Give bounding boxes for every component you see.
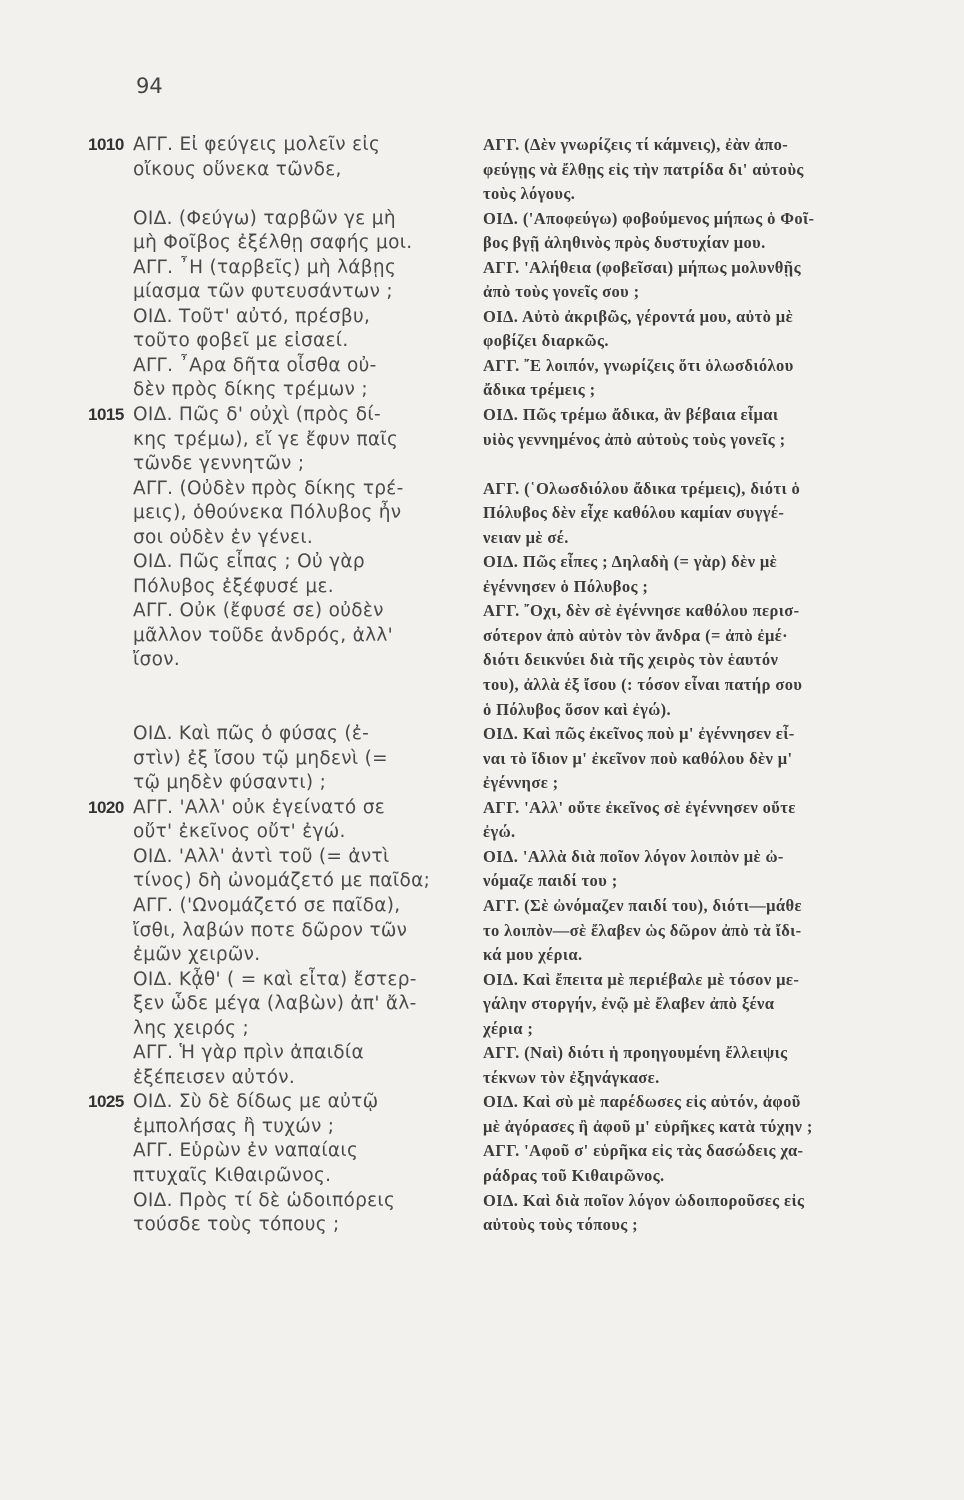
translation-text-line: ΟΙΔ. Καὶ σὺ μὲ παρέδωσες εἰς αὐτόν, ἀφοῦ: [483, 1092, 801, 1112]
line-number: 1010: [88, 135, 124, 154]
original-text-line: μεις), ὁθούνεκα Πόλυβος ἦν: [133, 502, 402, 524]
text-row: [0, 158, 964, 183]
text-row: [0, 624, 964, 649]
text-row: [0, 894, 964, 919]
translation-text-line: υἱὸς γεννημένος ἀπὸ αὐτοὺς τοὺς γονεῖς ;: [483, 429, 786, 449]
translation-text-line: ΑΓΓ. (Ναὶ) διότι ἡ προηγουμένη ἔλλειψις: [483, 1043, 788, 1063]
original-text-line: ἴσθι, λαβών ποτε δῶρον τῶν: [133, 919, 408, 941]
text-row: [0, 820, 964, 845]
translation-text-line: αὐτοὺς τοὺς τόπους ;: [483, 1215, 639, 1235]
text-row: [0, 1164, 964, 1189]
text-row: [0, 1189, 964, 1214]
text-row: [0, 599, 964, 624]
translation-text-line: ΟΙΔ. 'Αλλὰ διὰ ποῖον λόγον λοιπὸν μὲ ὠ-: [483, 846, 784, 866]
text-row: [0, 280, 964, 305]
text-row: [0, 428, 964, 453]
original-text-line: ΑΓΓ. Οὐκ (ἔφυσέ σε) οὐδὲν: [133, 600, 384, 622]
text-row: [0, 526, 964, 551]
translation-text-line: τοὺς λόγους.: [483, 184, 576, 204]
original-text-line: ξεν ὧδε μέγα (λαβὼν) ἀπ' ἄλ-: [133, 993, 417, 1015]
text-row: [0, 747, 964, 772]
line-number: 1020: [88, 797, 124, 817]
original-text-line: ΑΓΓ. Ἡ γὰρ πρὶν ἀπαιδία: [133, 1042, 364, 1064]
text-row: [0, 968, 964, 993]
translation-text-line: ΟΙΔ. Καὶ πῶς ἐκεῖνος ποὺ μ' ἐγέννησεν εἶ-: [483, 724, 795, 744]
translation-text-line: ἀπὸ τοὺς γονεῖς σου ;: [483, 282, 640, 302]
original-text-line: ΟΙΔ. 'Αλλ' ἀντὶ τοῦ (= ἀντὶ: [133, 845, 390, 867]
original-text-line: ΟΙΔ. Πῶς εἶπας ; Οὐ γὰρ: [133, 551, 365, 573]
text-row: [0, 771, 964, 796]
text-row: [0, 207, 964, 232]
translation-text-line: κά μου χέρια.: [483, 945, 583, 965]
text-row: [0, 992, 964, 1017]
translation-text-line: φοβίζει διαρκῶς.: [483, 331, 609, 351]
line-number: 1025: [88, 1092, 124, 1112]
line-number: 1015: [88, 405, 124, 425]
original-text-line: ΟΙΔ. Σὺ δὲ δίδως με αὐτῷ: [133, 1091, 379, 1113]
original-text-line: ΑΓΓ. ('Ωνομάζετό σε παῖδα),: [133, 894, 401, 916]
page-number: 94: [136, 74, 163, 98]
original-text-line: μίασμα τῶν φυτευσάντων ;: [133, 281, 393, 303]
original-text-line: σοι οὐδὲν ἐν γένει.: [133, 526, 314, 548]
text-row: [0, 1139, 964, 1164]
original-text-line: τῷ μηδὲν φύσαντι) ;: [133, 772, 327, 794]
text-row: [0, 477, 964, 502]
translation-text-line: Πόλυβος δὲν εἶχε καθόλου καμίαν συγγέ-: [483, 503, 785, 523]
text-row: [0, 329, 964, 354]
text-row: [0, 305, 964, 330]
text-row: [0, 550, 964, 575]
translation-text-line: ΑΓΓ. (Δὲν γνωρίζεις τί κάμνεις), ἐὰν ἀπο-: [483, 135, 789, 154]
translation-text-line: ΟΙΔ. Καὶ διὰ ποῖον λόγον ὡδοιποροῦσες εἰς: [483, 1190, 805, 1210]
text-row: [0, 452, 964, 477]
text-row: [0, 575, 964, 600]
text-row: [0, 1213, 964, 1238]
original-text-line: ἐμπολήσας ἢ τυχών ;: [133, 1115, 335, 1137]
original-text-line: ἴσον.: [133, 649, 181, 671]
text-row: [0, 133, 964, 158]
translation-text-line: ὁ Πόλυβος ὅσον καὶ ἐγώ).: [483, 699, 672, 719]
original-text-line: ΑΓΓ. ῏Αρα δῆτα οἶσθα οὐ-: [133, 354, 377, 376]
text-row: [0, 673, 964, 698]
original-text-line: κης τρέμω), εἴ γε ἔφυν παῖς: [133, 428, 399, 450]
translation-text-line: ΟΙΔ. Πῶς εἶπες ; Δηλαδὴ (= γὰρ) δὲν μὲ: [483, 552, 778, 572]
text-row: [0, 1066, 964, 1091]
translation-text-line: τέκνων τὸν ἐξηνάγκασε.: [483, 1067, 660, 1087]
translation-text-line: ΑΓΓ. 'Αλλ' οὔτε ἐκεῖνος σὲ ἐγέννησεν οὔτε: [483, 797, 796, 817]
original-text-line: ΑΓΓ. Εὑρὼν ἐν ναπαίαις: [133, 1140, 359, 1162]
original-text-line: ΟΙΔ. Τοῦτ' αὐτό, πρέσβυ,: [133, 305, 371, 327]
translation-text-line: το λοιπὸν—σὲ ἔλαβεν ὡς δῶρον ἀπὸ τὰ ἴδι-: [483, 920, 802, 940]
original-text-line: πτυχαῖς Κιθαιρῶνος.: [133, 1164, 332, 1186]
translation-text-line: ΑΓΓ. 'Αφοῦ σ' εὑρῆκα εἰς τὰς δασώδεις χα-: [483, 1141, 804, 1161]
original-text-line: ΑΓΓ. Εἰ φεύγεις μολεῖν εἰς: [133, 134, 381, 155]
original-text-line: ΑΓΓ. (Οὐδὲν πρὸς δίκης τρέ-: [133, 477, 404, 499]
translation-text-line: διότι δεικνύει διὰ τῆς χειρὸς τὸν ἑαυτόν: [483, 650, 779, 670]
translation-text-line: ἐγώ.: [483, 822, 516, 842]
original-text-line: ΟΙΔ. Καὶ πῶς ὁ φύσας (ἐ-: [133, 723, 370, 745]
text-row: [0, 182, 964, 207]
text-row: [0, 1017, 964, 1042]
text-row: [0, 501, 964, 526]
translation-text-line: ΟΙΔ. Πῶς τρέμω ἄδικα, ἂν βέβαια εἶμαι: [483, 405, 779, 425]
original-text-line: ἐμῶν χειρῶν.: [133, 944, 261, 966]
original-text-line: ΑΓΓ. 'Αλλ' οὐκ ἐγείνατό σε: [133, 796, 386, 818]
original-text-line: ΟΙΔ. Πρὸς τί δὲ ὡδοιπόρεις: [133, 1189, 396, 1211]
original-text-line: ΟΙΔ. Κᾆθ' ( = καὶ εἶτα) ἔστερ-: [133, 968, 417, 990]
translation-text-line: ΑΓΓ. (῾Ολωσδιόλου ἄδικα τρέμεις), διότι ὁ: [483, 478, 801, 498]
original-text-line: τῶνδε γεννητῶν ;: [133, 453, 305, 475]
text-row: [0, 845, 964, 870]
text-body: [0, 133, 964, 1238]
text-row: [0, 698, 964, 723]
translation-text-line: νειαν μὲ σέ.: [483, 527, 569, 547]
original-text-line: λης χειρός ;: [133, 1017, 249, 1039]
translation-text-line: ράδρας τοῦ Κιθαιρῶνος.: [483, 1165, 665, 1185]
translation-text-line: γάλην στοργήν, ἐνῷ μὲ ἔλαβεν ἀπὸ ξένα: [483, 994, 775, 1014]
original-text-line: μᾶλλον τοῦδε ἀνδρός, ἀλλ': [133, 624, 393, 646]
translation-text-line: ΟΙΔ. Αὐτὸ ἀκριβῶς, γέροντά μου, αὐτὸ μὲ: [483, 306, 794, 326]
original-text-line: στὶν) ἐξ ἴσου τῷ μηδενὶ (=: [133, 747, 388, 769]
translation-text-line: ΑΓΓ. ῎Ε λοιπόν, γνωρίζεις ὅτι ὁλωσδιόλου: [483, 355, 794, 375]
text-row: [0, 403, 964, 428]
translation-text-line: ΟΙΔ. ('Αποφεύγω) φοβούμενος μήπως ὁ Φοῖ-: [483, 208, 815, 228]
original-text-line: Πόλυβος ἐξέφυσέ με.: [133, 575, 334, 597]
translation-text-line: βος βγῇ ἀληθινὸς πρὸς δυστυχίαν μου.: [483, 233, 766, 253]
original-text-line: οὔτ' ἐκεῖνος οὔτ' ἐγώ.: [133, 821, 346, 843]
translation-text-line: φεύγῃς νὰ ἔλθῃς εἰς τὴν πατρίδα δι' αὐτοὺς: [483, 159, 804, 179]
original-text-line: ΟΙΔ. (Φεύγω) ταρβῶν γε μὴ: [133, 207, 396, 229]
translation-text-line: σότερον ἀπὸ αὐτὸν τὸν ἄνδρα (= ἀπὸ ἐμέ·: [483, 625, 789, 645]
translation-text-line: του), ἀλλὰ ἐξ ἴσου (: τόσον εἶναι πατήρ σου: [483, 675, 803, 695]
text-row: [0, 648, 964, 673]
translation-text-line: ΑΓΓ. ῎Οχι, δὲν σὲ ἐγέννησε καθόλου περισ-: [483, 601, 800, 621]
original-text-line: ΟΙΔ. Πῶς δ' οὐχὶ (πρὸς δί-: [133, 404, 381, 426]
original-text-line: τοῦτο φοβεῖ με εἰσαεί.: [133, 330, 349, 352]
text-row: [0, 869, 964, 894]
original-text-line: τούσδε τοὺς τόπους ;: [133, 1214, 340, 1236]
translation-text-line: χέρια ;: [483, 1018, 534, 1038]
text-row: [0, 231, 964, 256]
translation-text-line: ἐγέννησεν ὁ Πόλυβος ;: [483, 576, 649, 596]
text-row: [0, 919, 964, 944]
translation-text-line: ΑΓΓ. (Σὲ ὠνόμαζεν παιδί του), διότι—μάθε: [483, 895, 802, 915]
original-text-line: μὴ Φοῖβος ἐξέλθῃ σαφής μοι.: [133, 232, 413, 254]
text-row: [0, 722, 964, 747]
translation-text-line: ΟΙΔ. Καὶ ἔπειτα μὲ περιέβαλε μὲ τόσον με-: [483, 969, 800, 989]
text-row: [0, 378, 964, 403]
text-row: [0, 1090, 964, 1115]
original-text-line: ΑΓΓ. ῏Η (ταρβεῖς) μὴ λάβῃς: [133, 256, 397, 278]
original-text-line: δὲν πρὸς δίκης τρέμων ;: [133, 379, 368, 401]
text-row: [0, 1041, 964, 1066]
text-row: [0, 256, 964, 281]
translation-text-line: ἄδικα τρέμεις ;: [483, 380, 596, 400]
text-row: [0, 1115, 964, 1140]
text-row: [0, 354, 964, 379]
translation-text-line: ἐγέννησε ;: [483, 773, 559, 793]
translation-text-line: μὲ ἀγόρασες ἢ ἀφοῦ μ' εὑρῆκες κατὰ τύχην ;: [483, 1116, 813, 1136]
text-row: [0, 943, 964, 968]
translation-text-line: ναι τὸ ἴδιον μ' ἐκεῖνον ποὺ καθόλου δὲν μ': [483, 748, 793, 768]
text-row: [0, 796, 964, 821]
original-text-line: οἴκους οὕνεκα τῶνδε,: [133, 158, 342, 180]
translation-text-line: ΑΓΓ. 'Αλήθεια (φοβεῖσαι) μήπως μολυνθῇς: [483, 257, 801, 277]
translation-text-line: νόμαζε παιδί του ;: [483, 871, 618, 891]
original-text-line: ἐξέπεισεν αὐτόν.: [133, 1066, 296, 1088]
original-text-line: τίνος) δὴ ὠνομάζετό με παῖδα;: [133, 870, 431, 892]
